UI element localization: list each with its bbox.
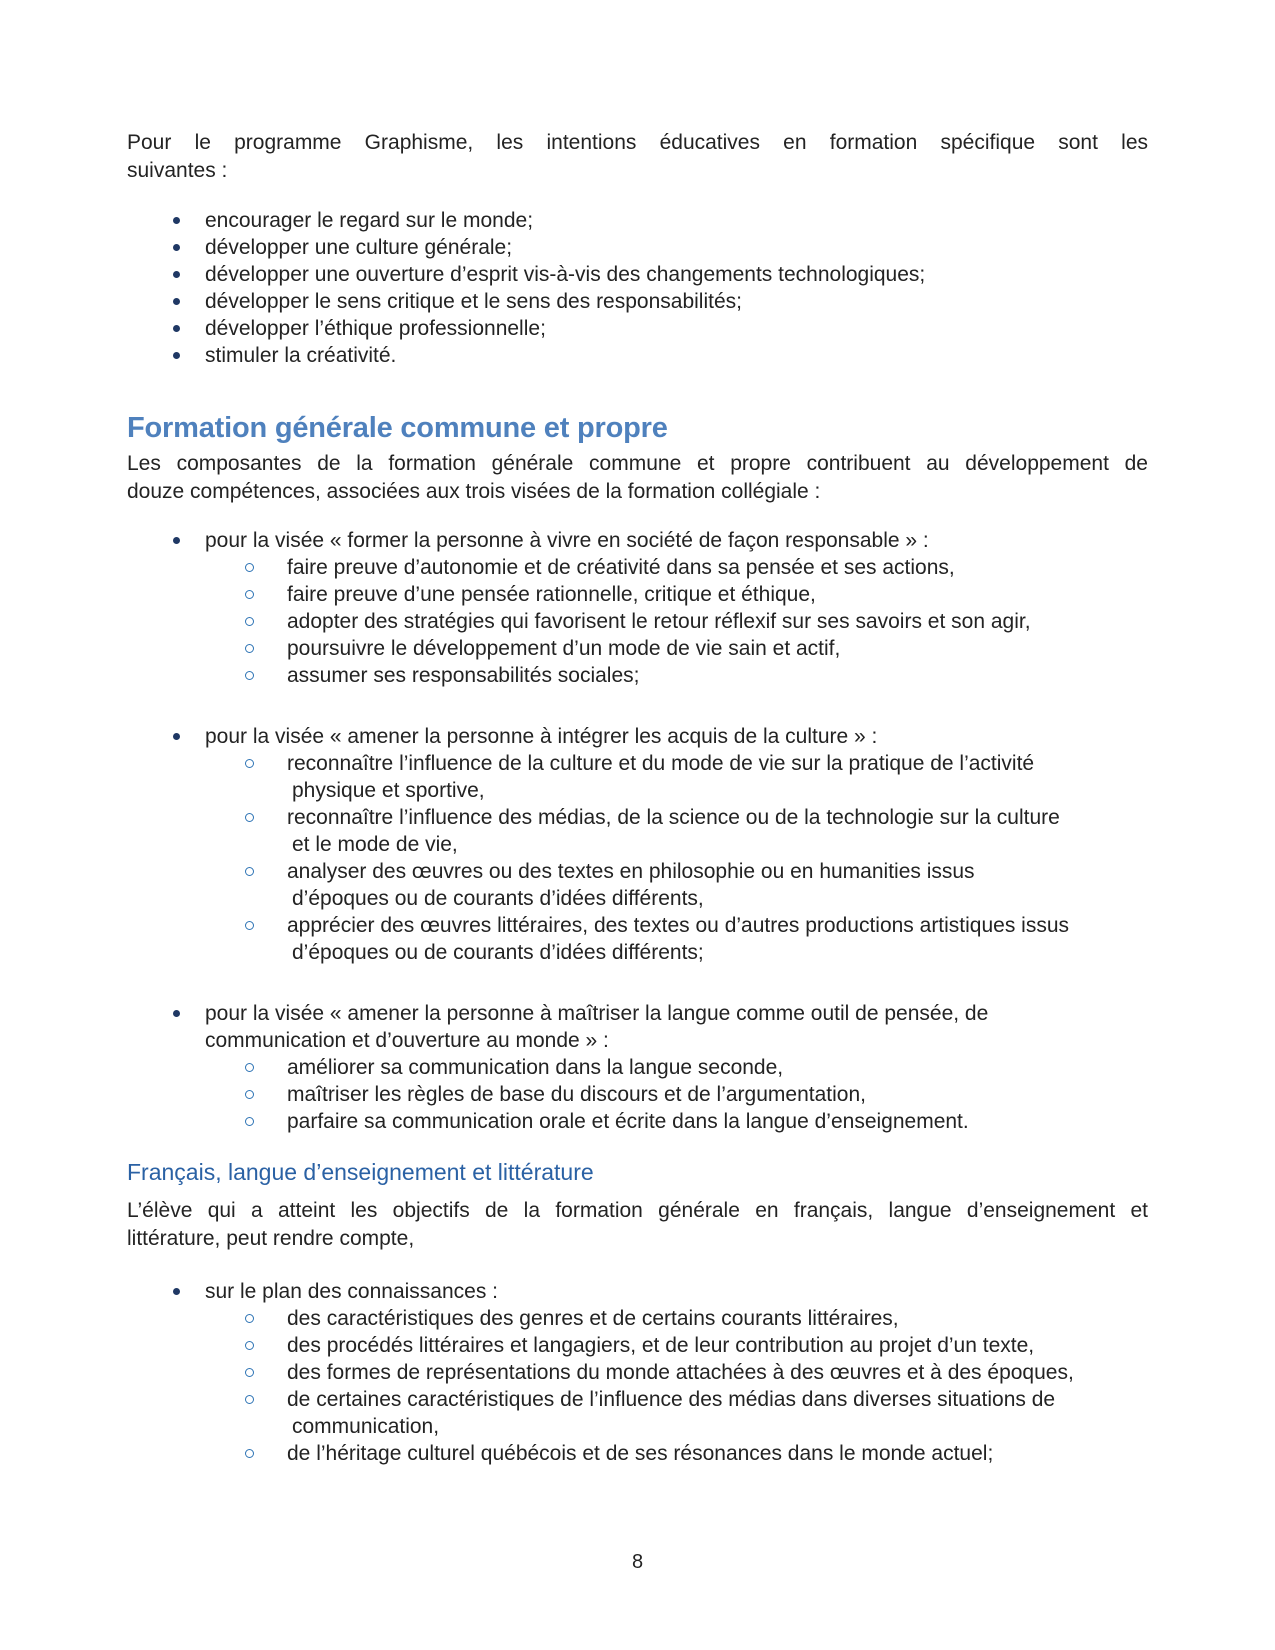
list-item-text — [287, 1305, 1148, 1332]
circle-bullet-icon — [245, 759, 254, 768]
sub-list-item — [127, 1359, 1148, 1386]
circle-bullet-icon — [245, 1090, 254, 1099]
list-item-text — [287, 912, 1148, 966]
list-item-text — [205, 1278, 1148, 1305]
list-item — [127, 261, 1148, 288]
list-item-line: communication, — [292, 1415, 440, 1438]
sub-list-item — [127, 1054, 1148, 1081]
list-item-text — [287, 581, 1148, 608]
list-item-text — [205, 234, 1148, 261]
bullet-icon — [173, 325, 180, 332]
paragraph-line: littérature, peut rendre compte, — [127, 1227, 415, 1250]
list-item-text — [287, 1081, 1148, 1108]
list-item-line: adopter des stratégies qui favorisent le retour réflexif sur ses savoirs et son agir, — [287, 610, 1031, 633]
list-item-text — [205, 1000, 1148, 1054]
list-item-text — [287, 1359, 1148, 1386]
list-item-line: d’époques ou de courants d’idées différents; — [292, 941, 704, 964]
list-item-line: analyser des œuvres ou des textes en philosophie ou en humanities issus — [287, 860, 975, 883]
page-number: 8 — [631, 1551, 644, 1573]
list-item-text — [287, 804, 1148, 858]
list-item-text — [287, 608, 1148, 635]
list-item-text — [287, 1332, 1148, 1359]
bullet-icon — [173, 733, 180, 740]
list-item-line: améliorer sa communication dans la langue seconde, — [287, 1056, 784, 1079]
sub-list-item — [127, 635, 1148, 662]
list-item-text — [287, 1108, 1148, 1135]
formation-lead-paragraph — [127, 450, 1148, 506]
list-item-text — [287, 1440, 1148, 1467]
list-item-text — [205, 723, 1148, 750]
list-item-line: d’époques ou de courants d’idées différents, — [292, 887, 704, 910]
bullet-icon — [173, 352, 180, 359]
list-item — [127, 723, 1148, 750]
list-item-text — [287, 1054, 1148, 1081]
intro-bullet-list — [127, 207, 1148, 369]
circle-bullet-icon — [245, 644, 254, 653]
circle-bullet-icon — [245, 1449, 254, 1458]
bullet-icon — [173, 1288, 180, 1295]
bullet-icon — [173, 244, 180, 251]
sub-list-item — [127, 1305, 1148, 1332]
list-item — [127, 1000, 1148, 1054]
sub-list-item — [127, 858, 1148, 912]
list-item-text — [287, 662, 1148, 689]
list-item — [127, 288, 1148, 315]
bullet-icon — [173, 1010, 180, 1017]
list-item-text — [287, 635, 1148, 662]
sub-list-item — [127, 1108, 1148, 1135]
sub-list-item — [127, 1332, 1148, 1359]
bullet-group — [127, 1278, 1148, 1467]
circle-bullet-icon — [245, 921, 254, 930]
list-item-text — [205, 315, 1148, 342]
sub-list-item — [127, 912, 1148, 966]
list-item-line: apprécier des œuvres littéraires, des textes ou d’autres productions artistiques issus — [287, 914, 1070, 937]
bullet-icon — [173, 298, 180, 305]
heading-formation-generale: Formation générale commune et propre — [127, 412, 668, 444]
list-item-line: de certaines caractéristiques de l’influence des médias dans diverses situations de — [287, 1388, 1056, 1411]
list-item-line: sur le plan des connaissances : — [205, 1280, 499, 1303]
list-item-text — [205, 288, 1148, 315]
sub-list-item — [127, 581, 1148, 608]
list-item-line: stimuler la créativité. — [205, 344, 397, 367]
list-item-text — [287, 858, 1148, 912]
circle-bullet-icon — [245, 1341, 254, 1350]
list-item-text — [287, 1386, 1148, 1440]
circle-bullet-icon — [245, 617, 254, 626]
circle-bullet-icon — [245, 671, 254, 680]
list-item-line: pour la visée « former la personne à vivre en société de façon responsable » : — [205, 529, 929, 552]
list-item-text — [205, 261, 1148, 288]
paragraph-line: L’élève qui a atteint les objectifs de la formation générale en français, langue d’enseignement et — [127, 1199, 1148, 1222]
list-item — [127, 527, 1148, 554]
list-item-line: développer une ouverture d’esprit vis-à-vis des changements technologiques; — [205, 263, 926, 286]
circle-bullet-icon — [245, 867, 254, 876]
bullet-icon — [173, 217, 180, 224]
paragraph-line: douze compétences, associées aux trois visées de la formation collégiale : — [127, 480, 821, 503]
francais-lead-paragraph — [127, 1197, 1148, 1253]
circle-bullet-icon — [245, 813, 254, 822]
list-item-line: parfaire sa communication orale et écrite dans la langue d’enseignement. — [287, 1110, 969, 1133]
list-item-line: poursuivre le développement d’un mode de vie sain et actif, — [287, 637, 841, 660]
formation-bullet-groups — [127, 527, 1148, 1135]
circle-bullet-icon — [245, 563, 254, 572]
heading-francais: Français, langue d’enseignement et littérature — [127, 1159, 594, 1185]
list-item — [127, 234, 1148, 261]
paragraph-line: suivantes : — [127, 159, 228, 182]
list-item-line: faire preuve d’autonomie et de créativité dans sa pensée et ses actions, — [287, 556, 955, 579]
list-item-line: des procédés littéraires et langagiers, et de leur contribution au projet d’un texte, — [287, 1334, 1035, 1357]
intro-paragraph — [127, 129, 1148, 185]
paragraph-line: Les composantes de la formation générale commune et propre contribuent au développement de — [127, 452, 1148, 475]
list-item-line: physique et sportive, — [292, 779, 485, 802]
circle-bullet-icon — [245, 1117, 254, 1126]
sub-list-item — [127, 804, 1148, 858]
sub-list-item — [127, 608, 1148, 635]
list-item-line: encourager le regard sur le monde; — [205, 209, 534, 232]
circle-bullet-icon — [245, 1368, 254, 1377]
list-item-line: développer l’éthique professionnelle; — [205, 317, 546, 340]
list-item-line: développer le sens critique et le sens des responsabilités; — [205, 290, 742, 313]
sub-list-item — [127, 1081, 1148, 1108]
list-item — [127, 1278, 1148, 1305]
list-item — [127, 342, 1148, 369]
sub-list-item — [127, 1386, 1148, 1440]
list-item-line: reconnaître l’influence de la culture et du mode de vie sur la pratique de l’activité — [287, 752, 1035, 775]
bullet-group — [127, 723, 1148, 966]
list-item-text — [287, 554, 1148, 581]
sub-list-item — [127, 662, 1148, 689]
list-item-text — [205, 207, 1148, 234]
list-item-line: et le mode de vie, — [292, 833, 458, 856]
sub-list-item — [127, 1440, 1148, 1467]
list-item-line: maîtriser les règles de base du discours et de l’argumentation, — [287, 1083, 866, 1106]
list-item-line: faire preuve d’une pensée rationnelle, critique et éthique, — [287, 583, 816, 606]
paragraph-line: Pour le programme Graphisme, les intentions éducatives en formation spécifique sont les — [127, 131, 1148, 154]
bullet-group — [127, 1000, 1148, 1135]
list-item-line: pour la visée « amener la personne à intégrer les acquis de la culture » : — [205, 725, 878, 748]
list-item-text — [287, 750, 1148, 804]
list-item-line: pour la visée « amener la personne à maîtriser la langue comme outil de pensée, de — [205, 1002, 989, 1025]
circle-bullet-icon — [245, 1314, 254, 1323]
list-item-text — [205, 527, 1148, 554]
sub-list-item — [127, 750, 1148, 804]
list-item-text — [205, 342, 1148, 369]
circle-bullet-icon — [245, 590, 254, 599]
list-item-line: de l’héritage culturel québécois et de ses résonances dans le monde actuel; — [287, 1442, 994, 1465]
list-item-line: assumer ses responsabilités sociales; — [287, 664, 640, 687]
list-item-line: communication et d’ouverture au monde » : — [205, 1029, 609, 1052]
list-item-line: développer une culture générale; — [205, 236, 513, 259]
francais-bullet-groups — [127, 1278, 1148, 1467]
circle-bullet-icon — [245, 1063, 254, 1072]
bullet-icon — [173, 271, 180, 278]
circle-bullet-icon — [245, 1395, 254, 1404]
sub-list-item — [127, 554, 1148, 581]
list-item — [127, 207, 1148, 234]
list-item-line: des formes de représentations du monde attachées à des œuvres et à des époques, — [287, 1361, 1074, 1384]
bullet-group — [127, 527, 1148, 689]
bullet-icon — [173, 537, 180, 544]
list-item-line: des caractéristiques des genres et de certains courants littéraires, — [287, 1307, 899, 1330]
list-item-line: reconnaître l’influence des médias, de la science ou de la technologie sur la culture — [287, 806, 1060, 829]
list-item — [127, 315, 1148, 342]
